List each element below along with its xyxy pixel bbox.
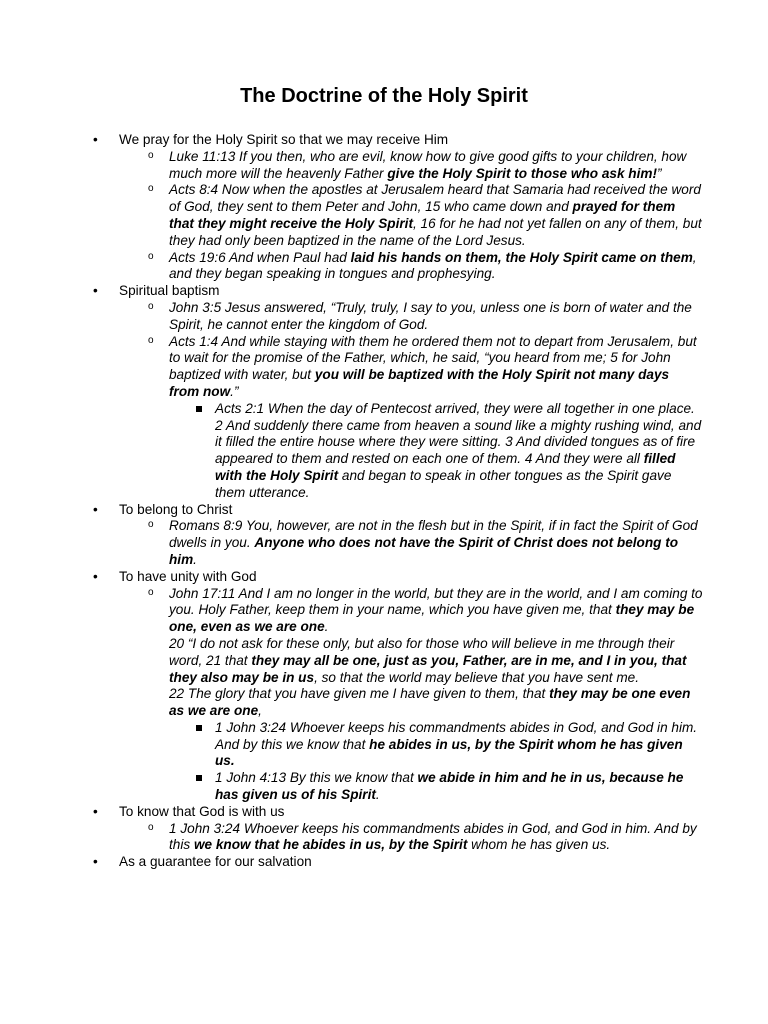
verse-item bbox=[145, 300, 703, 334]
verse-text: 1 John 3:24 Whoever keeps his commandments abides in God, and God in him. And by this we know that bbox=[215, 719, 698, 752]
verse-item bbox=[145, 149, 703, 183]
verse-emphasis: he abides in us, by the Spirit whom he has given us. bbox=[215, 736, 683, 769]
verse-text: Acts 19:6 And when Paul had bbox=[169, 249, 351, 265]
verse-emphasis: they may be one even as we are one bbox=[169, 686, 691, 719]
verse-emphasis: we abide in him and he in us, because he has given us of his Spirit bbox=[215, 770, 684, 803]
list-item bbox=[93, 132, 703, 283]
list-item bbox=[93, 854, 703, 871]
verse-item bbox=[145, 334, 703, 502]
sub-list bbox=[119, 586, 703, 804]
verse-text: ” bbox=[657, 165, 662, 181]
verse-text: , 16 for he had not yet fallen on any of them, but they had only been baptized in the name of the Lord Jesus. bbox=[169, 215, 702, 248]
sub-list bbox=[119, 149, 703, 283]
verse-text: 22 The glory that you have given me I have given to them, that bbox=[169, 686, 550, 702]
verse-emphasis: they may be one, even as we are one bbox=[169, 602, 695, 635]
verse-text: Acts 2:1 When the day of Pentecost arrived, they were all together in one place. 2 And suddenly there came from heaven a sound like a mighty rushing wind, and it filled the entire house where they were sitting. 3 And divided tongues as of fire appeared to them and rested on each one of them. 4 And they were all bbox=[215, 400, 702, 467]
nested-list bbox=[169, 720, 703, 804]
verse-text: , and they began speaking in tongues and prophesying. bbox=[169, 249, 697, 282]
list-item bbox=[93, 283, 703, 501]
section-heading: To belong to Christ bbox=[119, 501, 233, 517]
verse-emphasis: we know that he abides in us, by the Spirit bbox=[193, 837, 468, 853]
main-list bbox=[93, 132, 703, 871]
verse-text: . bbox=[375, 787, 380, 803]
verse-text: Acts 1:4 And while staying with them he ordered them not to depart from Jerusalem, but to wait for the promise of the Father, which, he said, “you heard from me; 5 for John baptized with water, but bbox=[169, 333, 697, 383]
verse-text: , so that the world may believe that you have sent me. bbox=[314, 669, 639, 685]
verse-text: John 17:11 And I am no longer in the world, but they are in the world, and I am coming to you. Holy Father, keep them in your name, which you have given me, that bbox=[169, 585, 703, 618]
section-heading: We pray for the Holy Spirit so that we may receive Him bbox=[119, 132, 449, 147]
sub-list bbox=[119, 821, 703, 855]
sub-list bbox=[119, 518, 703, 568]
document-body bbox=[93, 132, 703, 871]
sub-list bbox=[119, 300, 703, 502]
verse-emphasis: filled with the Holy Spirit bbox=[215, 451, 676, 483]
verse-text: Acts 8:4 Now when the apostles at Jerusalem heard that Samaria had received the word of God, they sent to them Peter and John, 15 who came down and bbox=[169, 182, 701, 215]
verse-text: 20 “I do not ask for these only, but also for those who will believe in me through their word, 21 that bbox=[169, 635, 675, 668]
verse-item bbox=[145, 821, 703, 855]
verse-item bbox=[145, 250, 703, 284]
verse-emphasis: Anyone who does not have the Spirit of Christ does not belong to him bbox=[169, 535, 679, 567]
list-item bbox=[93, 804, 703, 854]
verse-text: .” bbox=[230, 383, 239, 399]
verse-text: John 3:5 Jesus answered, “Truly, truly, I say to you, unless one is born of water and the Spirit, he cannot enter the kingdom of God. bbox=[169, 299, 692, 332]
verse-item bbox=[145, 182, 703, 249]
verse-item bbox=[145, 586, 703, 804]
verse-emphasis: they may all be one, just as you, Father, are in me, and I in you, that they also may be in us bbox=[169, 652, 687, 685]
verse-text: . bbox=[193, 551, 197, 567]
verse-text: Romans 8:9 You, however, are not in the flesh but in the Spirit, if in fact the Spirit of God dwells in you. bbox=[169, 518, 698, 551]
page-title: The Doctrine of the Holy Spirit bbox=[240, 85, 528, 107]
section-heading: Spiritual baptism bbox=[119, 283, 220, 299]
verse-text: 1 John 4:13 By this we know that bbox=[215, 770, 418, 786]
nested-list bbox=[169, 401, 703, 502]
verse-text: . bbox=[324, 619, 329, 635]
verse-item bbox=[145, 518, 703, 568]
verse-emphasis: prayed for them that they might receive the Holy Spirit bbox=[169, 199, 676, 231]
section-heading: To have unity with God bbox=[119, 568, 257, 584]
section-heading: As a guarantee for our salvation bbox=[119, 854, 312, 870]
section-heading: To know that God is with us bbox=[119, 803, 285, 819]
verse-emphasis: give the Holy Spirit to those who ask him! bbox=[387, 165, 658, 181]
verse-text: Luke 11:13 If you then, who are evil, know how to give good gifts to your children, how much more will the heavenly Father bbox=[169, 148, 687, 181]
verse-text: 1 John 3:24 Whoever keeps his commandments abides in God, and God in him. And by this bbox=[169, 820, 697, 853]
verse-text: and began to speak in other tongues as the Spirit gave them utterance. bbox=[215, 467, 672, 500]
verse-text: , bbox=[258, 703, 262, 719]
verse-item bbox=[193, 770, 703, 804]
verse-text: whom he has given us. bbox=[467, 837, 611, 853]
list-item bbox=[93, 502, 703, 569]
verse-emphasis: laid his hands on them, the Holy Spirit came on them bbox=[350, 249, 693, 265]
verse-item bbox=[193, 720, 703, 770]
list-item bbox=[93, 569, 703, 804]
verse-item bbox=[193, 401, 703, 502]
verse-emphasis: you will be baptized with the Holy Spirit not many days from now bbox=[169, 367, 670, 399]
